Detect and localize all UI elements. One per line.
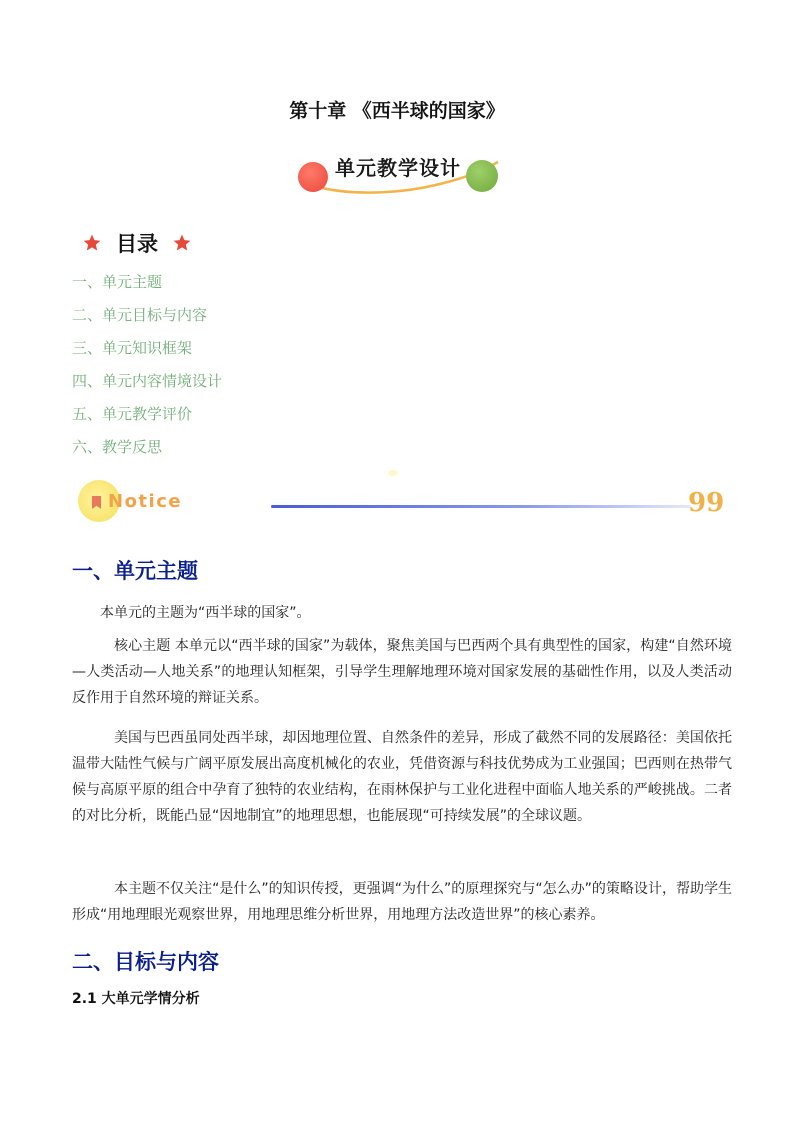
section-heading-theme: 一、单元主题 xyxy=(72,559,198,583)
paragraph: 美国与巴西虽同处西半球，却因地理位置、自然条件的差异，形成了截然不同的发展路径：美国依托温带大陆性气候与广阔平原发展出高度机械化的农业，凭借资源与科技优势成为工业强国；巴西则在热带气候与高原平原的组合中孕育了独特的农业结构，在雨林保护与工业化进程中面临人地关系的严峻挑战。二者的对比分析，既能凸显“因地制宜”的地理思想，也能展现“可持续发展”的全球议题。 xyxy=(72,730,732,824)
paragraph: 核心主题 本单元以“西半球的国家”为载体，聚焦美国与巴西两个具有典型性的国家，构建“自然环境—人类活动—人地关系”的地理认知框架，引导学生理解地理环境对国家发展的基础性作用，以及人类活动反作用于自然环境的辩证关系。 xyxy=(72,638,732,706)
unit-design-banner xyxy=(290,148,510,198)
notice-divider xyxy=(271,505,691,508)
subsection-heading: 2.1 大单元学情分析 xyxy=(72,991,200,1007)
red-circle-icon xyxy=(298,162,328,192)
sparkle-decoration xyxy=(388,470,398,476)
toc-header xyxy=(82,228,192,258)
green-circle-icon xyxy=(466,160,498,192)
star-icon xyxy=(172,233,192,253)
star-icon xyxy=(82,233,102,253)
toc-item[interactable]: 二、单元目标与内容 xyxy=(72,306,208,324)
toc-item[interactable]: 三、单元知识框架 xyxy=(72,339,193,357)
notice-label: Notice xyxy=(108,491,183,512)
toc-item[interactable]: 四、单元内容情境设计 xyxy=(72,372,223,390)
document-title: 第十章 《西半球的国家》 xyxy=(289,100,505,122)
banner-label: 单元教学设计 xyxy=(335,156,461,180)
notice-bar xyxy=(76,476,726,536)
paragraph: 本单元的主题为“西半球的国家”。 xyxy=(100,605,311,621)
quote-mark-icon: 99 xyxy=(688,488,725,518)
paragraph: 本主题不仅关注“是什么”的知识传授，更强调“为什么”的原理探究与“怎么办”的策略设计，帮助学生形成“用地理眼光观察世界，用地理思维分析世界，用地理方法改造世界”的核心素养。 xyxy=(72,881,732,923)
toc-title: 目录 xyxy=(116,232,158,256)
section-heading-goals: 二、目标与内容 xyxy=(72,950,219,974)
toc-item[interactable]: 五、单元教学评价 xyxy=(72,405,193,423)
toc-list xyxy=(72,270,222,468)
toc-item[interactable]: 六、教学反思 xyxy=(72,438,163,456)
toc-item[interactable]: 一、单元主题 xyxy=(72,273,163,291)
